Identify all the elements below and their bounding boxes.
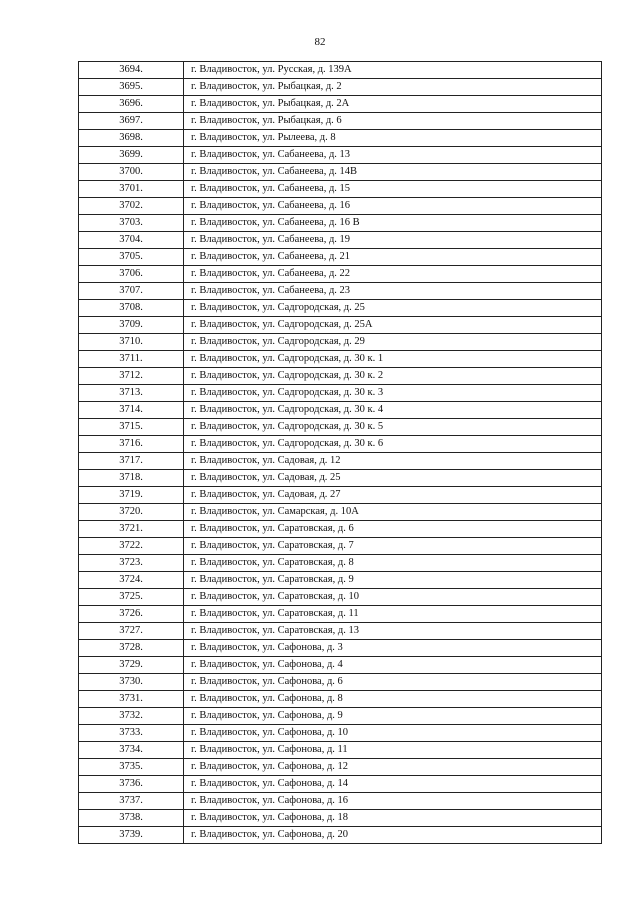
row-number: 3694. [79, 62, 184, 79]
row-address: г. Владивосток, ул. Сабанеева, д. 19 [184, 232, 602, 249]
table-row [79, 334, 602, 351]
table-row [79, 300, 602, 317]
table-row [79, 589, 602, 606]
row-number: 3714. [79, 402, 184, 419]
table-row [79, 113, 602, 130]
row-number: 3710. [79, 334, 184, 351]
table-row [79, 266, 602, 283]
row-address: г. Владивосток, ул. Сабанеева, д. 16 В [184, 215, 602, 232]
table-row [79, 147, 602, 164]
row-address: г. Владивосток, ул. Самарская, д. 10А [184, 504, 602, 521]
table-row [79, 249, 602, 266]
row-number: 3701. [79, 181, 184, 198]
page-number: 82 [314, 36, 326, 48]
row-number: 3696. [79, 96, 184, 113]
table-row [79, 708, 602, 725]
table-row [79, 198, 602, 215]
row-number: 3719. [79, 487, 184, 504]
row-address: г. Владивосток, ул. Русская, д. 139А [184, 62, 602, 79]
row-number: 3737. [79, 793, 184, 810]
row-address: г. Владивосток, ул. Саратовская, д. 10 [184, 589, 602, 606]
row-address: г. Владивосток, ул. Сабанеева, д. 14В [184, 164, 602, 181]
row-number: 3718. [79, 470, 184, 487]
table-row [79, 742, 602, 759]
row-address: г. Владивосток, ул. Сабанеева, д. 13 [184, 147, 602, 164]
table-row [79, 96, 602, 113]
row-address: г. Владивосток, ул. Садгородская, д. 29 [184, 334, 602, 351]
row-address: г. Владивосток, ул. Сабанеева, д. 15 [184, 181, 602, 198]
row-address: г. Владивосток, ул. Сафонова, д. 20 [184, 827, 602, 844]
row-address: г. Владивосток, ул. Сафонова, д. 9 [184, 708, 602, 725]
row-address: г. Владивосток, ул. Садгородская, д. 30 к. 4 [184, 402, 602, 419]
row-number: 3725. [79, 589, 184, 606]
row-address: г. Владивосток, ул. Сафонова, д. 8 [184, 691, 602, 708]
table-row [79, 368, 602, 385]
row-number: 3735. [79, 759, 184, 776]
row-address: г. Владивосток, ул. Садовая, д. 25 [184, 470, 602, 487]
row-number: 3702. [79, 198, 184, 215]
row-address: г. Владивосток, ул. Садгородская, д. 30 к. 1 [184, 351, 602, 368]
row-number: 3704. [79, 232, 184, 249]
row-number: 3700. [79, 164, 184, 181]
table-row [79, 62, 602, 79]
row-address: г. Владивосток, ул. Сафонова, д. 18 [184, 810, 602, 827]
row-address: г. Владивосток, ул. Сафонова, д. 3 [184, 640, 602, 657]
table-row [79, 572, 602, 589]
row-number: 3717. [79, 453, 184, 470]
table-row [79, 640, 602, 657]
row-address: г. Владивосток, ул. Саратовская, д. 11 [184, 606, 602, 623]
table-row [79, 674, 602, 691]
table-row [79, 521, 602, 538]
table-row [79, 504, 602, 521]
row-address: г. Владивосток, ул. Садгородская, д. 30 к. 5 [184, 419, 602, 436]
row-number: 3721. [79, 521, 184, 538]
table-row [79, 351, 602, 368]
table-row [79, 130, 602, 147]
row-address: г. Владивосток, ул. Саратовская, д. 13 [184, 623, 602, 640]
row-number: 3726. [79, 606, 184, 623]
table-row [79, 470, 602, 487]
row-address: г. Владивосток, ул. Рылеева, д. 8 [184, 130, 602, 147]
table-row [79, 453, 602, 470]
table-row [79, 623, 602, 640]
row-number: 3734. [79, 742, 184, 759]
row-number: 3695. [79, 79, 184, 96]
row-address: г. Владивосток, ул. Садгородская, д. 25 [184, 300, 602, 317]
row-address: г. Владивосток, ул. Садгородская, д. 30 к. 3 [184, 385, 602, 402]
row-address: г. Владивосток, ул. Сабанеева, д. 23 [184, 283, 602, 300]
table-row [79, 691, 602, 708]
row-number: 3712. [79, 368, 184, 385]
table-row [79, 283, 602, 300]
row-address: г. Владивосток, ул. Сабанеева, д. 22 [184, 266, 602, 283]
row-number: 3708. [79, 300, 184, 317]
table-row [79, 555, 602, 572]
row-number: 3731. [79, 691, 184, 708]
row-number: 3729. [79, 657, 184, 674]
table-row [79, 776, 602, 793]
table-row [79, 606, 602, 623]
row-number: 3703. [79, 215, 184, 232]
table-row [79, 657, 602, 674]
row-address: г. Владивосток, ул. Сафонова, д. 11 [184, 742, 602, 759]
table-row [79, 215, 602, 232]
row-number: 3730. [79, 674, 184, 691]
row-address: г. Владивосток, ул. Сафонова, д. 10 [184, 725, 602, 742]
table-row [79, 181, 602, 198]
row-address: г. Владивосток, ул. Садовая, д. 12 [184, 453, 602, 470]
row-number: 3723. [79, 555, 184, 572]
row-address: г. Владивосток, ул. Садгородская, д. 30 к. 2 [184, 368, 602, 385]
table-row [79, 436, 602, 453]
table-row [79, 827, 602, 844]
row-number: 3713. [79, 385, 184, 402]
row-number: 3736. [79, 776, 184, 793]
row-address: г. Владивосток, ул. Саратовская, д. 9 [184, 572, 602, 589]
row-number: 3720. [79, 504, 184, 521]
row-address: г. Владивосток, ул. Сабанеева, д. 21 [184, 249, 602, 266]
address-table-body [79, 62, 602, 844]
row-address: г. Владивосток, ул. Сабанеева, д. 16 [184, 198, 602, 215]
table-row [79, 487, 602, 504]
row-number: 3716. [79, 436, 184, 453]
table-row [79, 402, 602, 419]
table-row [79, 810, 602, 827]
row-address: г. Владивосток, ул. Сафонова, д. 14 [184, 776, 602, 793]
table-row [79, 79, 602, 96]
row-number: 3724. [79, 572, 184, 589]
row-address: г. Владивосток, ул. Садгородская, д. 30 к. 6 [184, 436, 602, 453]
row-address: г. Владивосток, ул. Рыбацкая, д. 6 [184, 113, 602, 130]
table-row [79, 419, 602, 436]
table-row [79, 538, 602, 555]
row-number: 3709. [79, 317, 184, 334]
row-address: г. Владивосток, ул. Садовая, д. 27 [184, 487, 602, 504]
row-address: г. Владивосток, ул. Рыбацкая, д. 2А [184, 96, 602, 113]
row-address: г. Владивосток, ул. Сафонова, д. 12 [184, 759, 602, 776]
row-address: г. Владивосток, ул. Сафонова, д. 16 [184, 793, 602, 810]
table-row [79, 385, 602, 402]
row-number: 3699. [79, 147, 184, 164]
row-address: г. Владивосток, ул. Сафонова, д. 4 [184, 657, 602, 674]
row-address: г. Владивосток, ул. Саратовская, д. 6 [184, 521, 602, 538]
table-row [79, 759, 602, 776]
row-number: 3711. [79, 351, 184, 368]
row-number: 3739. [79, 827, 184, 844]
row-number: 3705. [79, 249, 184, 266]
table-row [79, 164, 602, 181]
row-address: г. Владивосток, ул. Саратовская, д. 8 [184, 555, 602, 572]
table-row [79, 232, 602, 249]
row-number: 3727. [79, 623, 184, 640]
row-number: 3698. [79, 130, 184, 147]
row-address: г. Владивосток, ул. Саратовская, д. 7 [184, 538, 602, 555]
row-address: г. Владивосток, ул. Садгородская, д. 25А [184, 317, 602, 334]
row-number: 3738. [79, 810, 184, 827]
table-row [79, 317, 602, 334]
row-number: 3728. [79, 640, 184, 657]
row-number: 3722. [79, 538, 184, 555]
row-number: 3715. [79, 419, 184, 436]
row-number: 3697. [79, 113, 184, 130]
row-address: г. Владивосток, ул. Рыбацкая, д. 2 [184, 79, 602, 96]
table-row [79, 793, 602, 810]
row-number: 3732. [79, 708, 184, 725]
address-table [78, 61, 602, 844]
row-number: 3733. [79, 725, 184, 742]
row-number: 3707. [79, 283, 184, 300]
table-row [79, 725, 602, 742]
row-address: г. Владивосток, ул. Сафонова, д. 6 [184, 674, 602, 691]
row-number: 3706. [79, 266, 184, 283]
